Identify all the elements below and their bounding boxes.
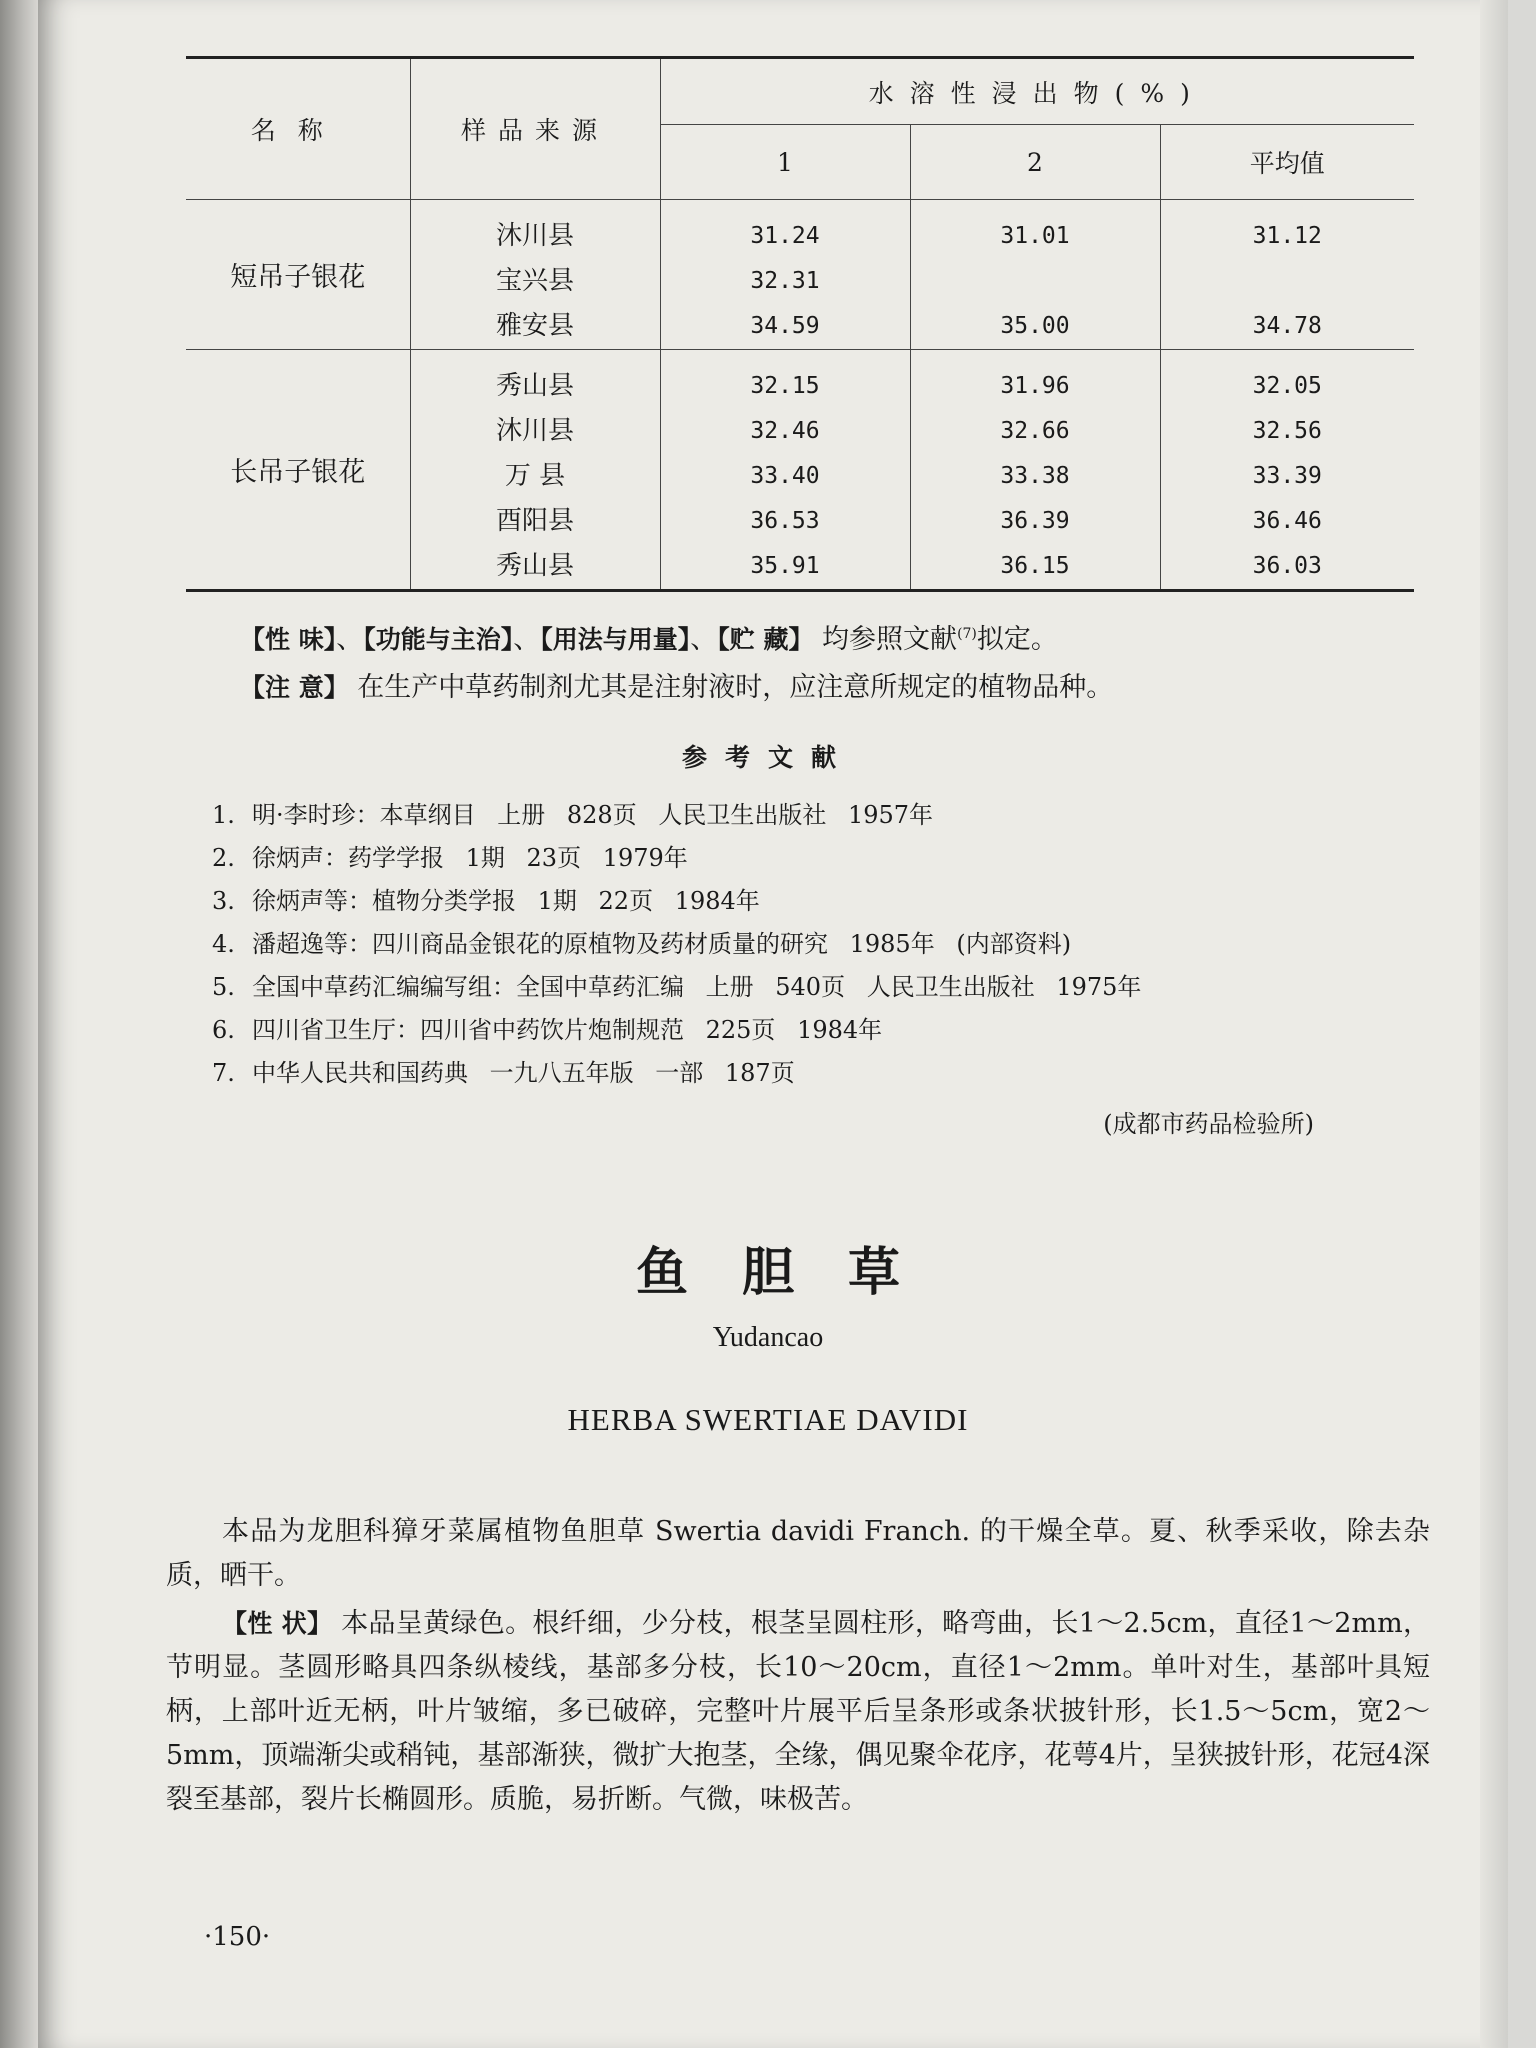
value-1: 32.31 [750,268,820,294]
reference-text: 四川省卫生厅：四川省中药饮片炮制规范 225页 1984年 [252,1016,883,1044]
reference-number: 3. [212,887,235,915]
value-2 [911,259,1160,304]
reference-number: 6. [212,1016,235,1044]
average-value: 36.46 [1252,508,1322,534]
page-number: ·150· [204,1922,271,1952]
value-1: 35.91 [750,553,820,579]
header-average: 平均值 [1160,125,1414,200]
group-name: 长吊子银花 [186,350,410,591]
source-name: 雅安县 [495,311,574,341]
label-function: 【功能与主治】 [363,625,514,654]
note-text: 均参照文献 [813,624,958,655]
reference-number: 5. [212,973,235,1001]
reference-item [212,1052,1141,1095]
affiliation: (成都市药品检验所) [1103,1110,1314,1138]
source-name: 酉阳县 [495,506,574,536]
group-name: 短吊子银花 [186,200,410,350]
value-1: 33.40 [750,463,820,489]
value-1-cell [660,200,910,350]
monograph-latin-name: HERBA SWERTIAE DAVIDI [567,1402,969,1437]
reference-text: 潘超逸等：四川商品金银花的原植物及药材质量的研究 1985年 (内部资料) [252,930,1072,958]
reference-item [212,923,1141,966]
value-2: 31.01 [1000,223,1070,249]
references-title: 参考文献 [681,743,854,772]
characteristics-text: 本品呈黄绿色。根纤细，少分枝，根茎呈圆柱形，略弯曲，长1～2.5cm，直径1～2mm，节明显。茎圆形略具四条纵棱线，基部多分枝，长10～20cm，直径1～2mm。单叶对生，基部叶具短柄，上部叶近无柄，叶片皱缩，多已破碎，完整叶片展平后呈条形或条状披针形，长1.5～5cm，宽2～5mm，顶端渐尖或稍钝，基部渐狭，微扩大抱茎，全缘，偶见聚伞花序，花萼4片，呈狭披针形，花冠4深裂至基部，裂片长椭圆形。质脆，易折断。气微，味极苦。 [166,1608,1430,1815]
table-row-group-2 [186,350,1414,591]
reference-item [212,837,1141,880]
average-cell [1160,200,1414,350]
average-value: 32.56 [1252,418,1322,444]
value-2-cell [910,200,1160,350]
average-cell [1160,350,1414,591]
reference-item [212,1009,1141,1052]
reference-number: 7. [212,1059,235,1087]
value-2-cell [910,350,1160,591]
label-usage: 【用法与用量】 [540,625,691,654]
average-value: 34.78 [1252,313,1322,339]
label-caution: 【注 意】 [240,673,349,702]
source-cell [410,350,660,591]
value-2: 32.66 [1000,418,1070,444]
monograph-pinyin: Yudancao [712,1322,824,1353]
value-1: 36.53 [750,508,820,534]
reference-number: 2. [212,844,235,872]
source-name: 沐川县 [495,416,574,446]
header-source: 样品来源 [410,58,660,200]
monograph-title: 鱼胆草 [635,1243,954,1303]
source-name: 万 县 [504,461,566,491]
header-sample-2: 2 [910,125,1160,200]
reference-item [212,794,1141,837]
separator: 、 [336,624,364,655]
page-edge [1480,0,1508,2048]
value-2: 31.96 [1000,373,1070,399]
reference-text: 中华人民共和国药典 一九八五年版 一部 187页 [252,1059,795,1087]
separator: 、 [690,624,718,655]
monograph-body [166,1510,1430,1826]
source-name: 秀山县 [495,371,574,401]
book-spine-shadow [0,0,38,2048]
references-list [212,794,1141,1095]
value-2: 35.00 [1000,313,1070,339]
average-value: 32.05 [1252,373,1322,399]
value-2: 36.39 [1000,508,1070,534]
label-taste: 【性 味】 [240,625,337,654]
header-sample-1: 1 [660,125,910,200]
reference-item [212,880,1141,923]
note-line-caution [240,668,1113,708]
reference-number: 1. [212,801,235,829]
reference-text: 徐炳声等：植物分类学报 1期 22页 1984年 [252,887,760,915]
source-name: 秀山县 [495,551,574,581]
characteristics-paragraph [166,1602,1430,1822]
reference-text: 徐炳声：药学学报 1期 23页 1979年 [252,844,688,872]
value-1: 34.59 [750,313,820,339]
reference-text: 明·李时珍：本草纲目 上册 828页 人民卫生出版社 1957年 [252,801,934,829]
value-1: 31.24 [750,223,820,249]
reference-text: 全国中草药汇编编写组：全国中草药汇编 上册 540页 人民卫生出版社 1975年 [252,973,1142,1001]
source-cell [410,200,660,350]
value-1-cell [660,350,910,591]
average-value: 33.39 [1252,463,1322,489]
reference-number: 4. [212,930,235,958]
source-name: 宝兴县 [495,266,574,296]
reference-item [212,966,1141,1009]
value-2: 33.38 [1000,463,1070,489]
value-1: 32.15 [750,373,820,399]
label-storage: 【贮 藏】 [717,625,814,654]
separator: 、 [513,624,541,655]
average-value [1161,259,1415,304]
value-1: 32.46 [750,418,820,444]
note-text-end: 拟定。 [976,624,1058,655]
header-name: 名称 [186,58,410,200]
citation-superscript: (7) [957,626,977,642]
value-2: 36.15 [1000,553,1070,579]
header-water-extract: 水溶性浸出物(%) [660,58,1414,125]
label-characteristics: 【性 状】 [222,1609,333,1638]
source-name: 沐川县 [495,221,574,251]
caution-text: 在生产中草药制剂尤其是注射液时，应注意所规定的植物品种。 [348,672,1114,703]
table-row-group-1 [186,200,1414,350]
average-value: 31.12 [1252,223,1322,249]
average-value: 36.03 [1252,553,1322,579]
note-line-properties [240,614,1058,660]
intro-paragraph: 本品为龙胆科獐牙菜属植物鱼胆草 Swertia davidi Franch. 的干燥全草。夏、秋季采收，除去杂质，晒干。 [166,1516,1430,1591]
water-extract-table [186,56,1414,592]
